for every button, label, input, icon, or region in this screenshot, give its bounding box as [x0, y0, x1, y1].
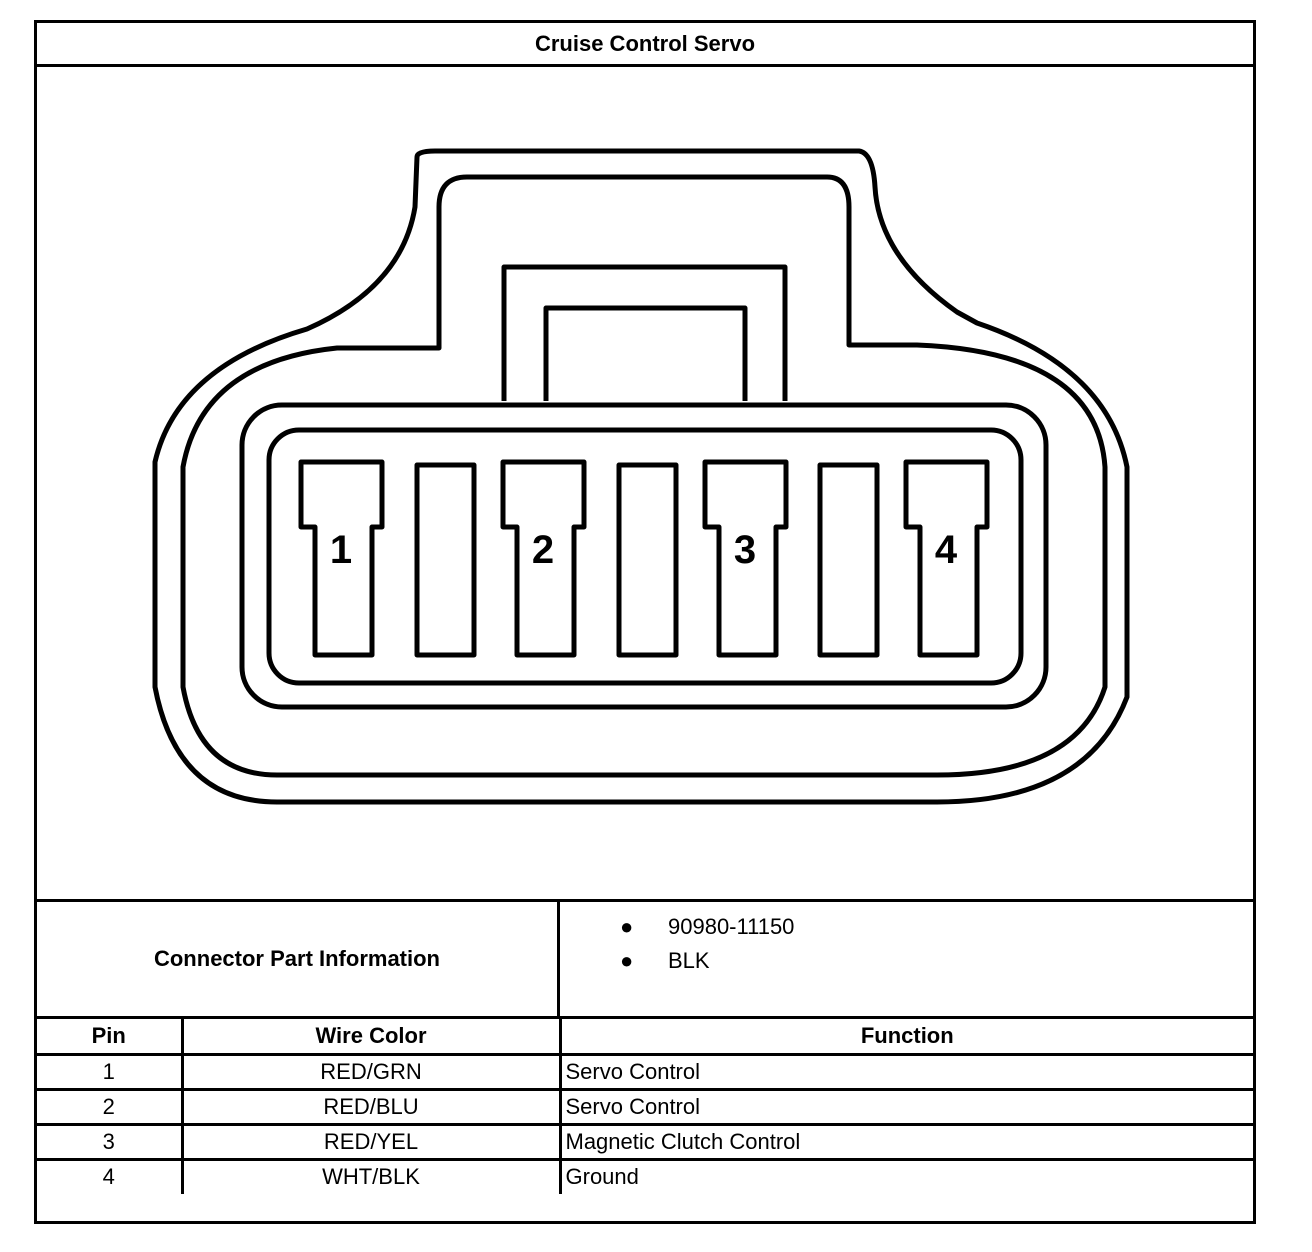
spacer-slot: [619, 465, 676, 655]
connector-part-info-row: [37, 899, 1253, 1019]
table-row: [37, 1089, 1253, 1124]
table-row: [37, 1159, 1253, 1194]
bullet-icon: ●: [620, 948, 634, 973]
pin-cell: 4: [37, 1159, 182, 1194]
function-cell: Servo Control: [560, 1054, 1253, 1089]
cavity-outer-outline: [242, 405, 1046, 707]
header-wire-color: Wire Color: [182, 1019, 560, 1054]
table-row: [37, 1054, 1253, 1089]
connector-part-info-label: Connector Part Information: [37, 902, 560, 1016]
latch-inner: [546, 308, 745, 401]
header-pin: Pin: [37, 1019, 182, 1054]
table-header-row: [37, 1019, 1253, 1054]
function-cell: Servo Control: [560, 1089, 1253, 1124]
wire-color-cell: WHT/BLK: [182, 1159, 560, 1194]
wire-color-cell: RED/YEL: [182, 1124, 560, 1159]
pin-cell: 1: [37, 1054, 182, 1089]
part-info-item: [560, 944, 1253, 978]
wire-color-cell: RED/GRN: [182, 1054, 560, 1089]
part-info-item: [560, 910, 1253, 944]
diagram-title: Cruise Control Servo: [37, 23, 1253, 67]
pin-cell: 2: [37, 1089, 182, 1124]
connector-part-info-list: [560, 902, 1253, 1024]
table-row: [37, 1124, 1253, 1159]
function-cell: Ground: [560, 1159, 1253, 1194]
function-cell: Magnetic Clutch Control: [560, 1124, 1253, 1159]
pin-cell: 3: [37, 1124, 182, 1159]
connector-face-drawing: [37, 67, 1253, 901]
spacer-slot: [417, 465, 474, 655]
pin-number-label: 2: [531, 528, 555, 572]
connector-color: BLK: [668, 948, 710, 973]
spacer-slot: [820, 465, 877, 655]
pin-number-label: 4: [934, 528, 958, 572]
part-number: 90980-11150: [668, 914, 795, 939]
connector-diagram-frame: [34, 20, 1256, 1224]
pinout-table: [37, 1019, 1253, 1194]
pin-number-label: 1: [329, 528, 353, 572]
wire-color-cell: RED/BLU: [182, 1089, 560, 1124]
pin-number-label: 3: [733, 528, 757, 572]
header-function: Function: [560, 1019, 1253, 1054]
bullet-icon: ●: [620, 914, 634, 939]
